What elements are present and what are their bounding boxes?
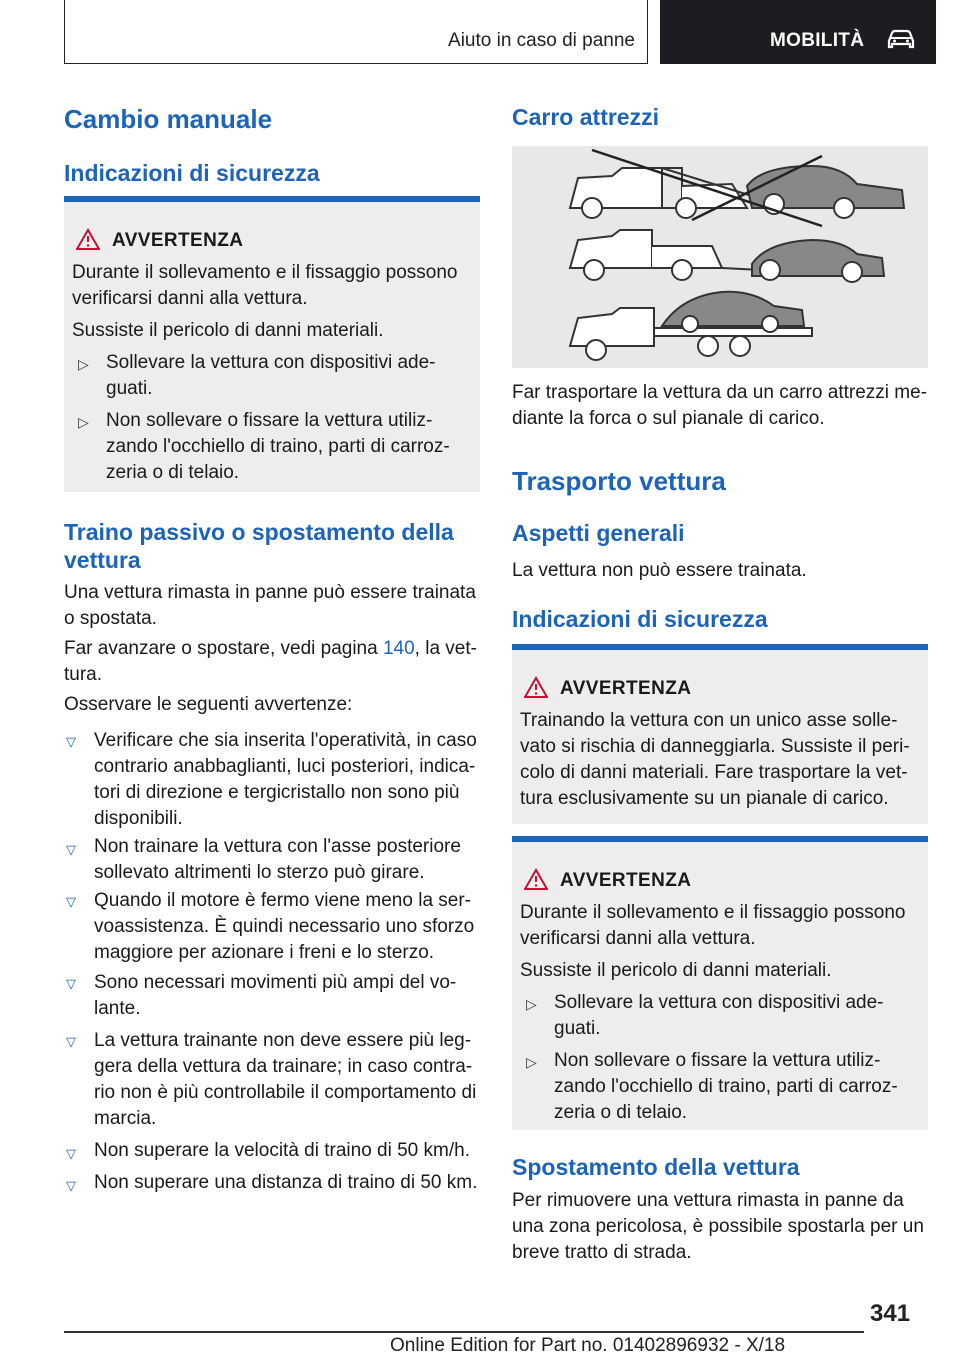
header-chapter-title: MOBILITÀ xyxy=(770,30,865,51)
list-item: La vettura trainante non deve essere più leg-gera della vettura da trainare; in caso contra-rio non è più controllabile il comportamento di marcia. xyxy=(94,1030,477,1129)
warning-bullet: Sollevare la vettura con dispositivi ade-guati. xyxy=(554,992,884,1039)
section-title-transport: Trasporto vettura xyxy=(512,466,726,496)
warning-text: Trainando la vettura con un unico asse solle-vato si rischia di danneggiarla. Sussiste il peri-colo di danni materiali. Fare trasportare la vet-tura esclusivamente su un pianale di carico. xyxy=(520,710,910,809)
list-item: Quando il motore è fermo viene meno la ser-voassistenza. È quindi necessario uno sforzo maggiore per azionare i freni e lo sterzo. xyxy=(94,890,475,963)
bullet-triangle-icon: ▽ xyxy=(66,976,76,991)
bullet-triangle-icon: ▽ xyxy=(66,1146,76,1161)
section-title-safety: Indicazioni di sicurezza xyxy=(64,160,320,186)
bullet-triangle-icon: ▽ xyxy=(66,894,76,909)
page-link[interactable]: 140 xyxy=(382,638,415,659)
tow-truck-illustration xyxy=(512,146,928,368)
bullet-triangle-icon: ▷ xyxy=(526,996,537,1012)
list-item: Non superare la velocità di traino di 50 km/h. xyxy=(94,1140,470,1161)
list-item: Verificare che sia inserita l'operatività, in caso contrario anabbaglianti, luci posteriori, indica-tori di direzione e tergicristallo non sono più disponibili. xyxy=(94,730,477,829)
warning-title: AVVERTENZA xyxy=(112,230,244,251)
warning-box-1 xyxy=(64,196,480,492)
warning-bullet: Non sollevare o fissare la vettura utiliz-zando l'occhiello di traino, parti di carroz-zeria o di telaio. xyxy=(554,1050,898,1123)
warning-triangle-icon xyxy=(524,868,548,890)
section-title-moving: Spostamento della vettura xyxy=(512,1154,800,1180)
warning-text: Sussiste il pericolo di danni materiali. xyxy=(520,960,832,981)
paragraph: Una vettura rimasta in panne può essere trainata o spostata. xyxy=(64,582,476,629)
bullet-triangle-icon: ▽ xyxy=(66,1178,76,1193)
ref-text: , la vet-tura. xyxy=(64,638,477,685)
bullet-triangle-icon: ▷ xyxy=(78,414,89,430)
list-item: Non superare una distanza di traino di 50 km. xyxy=(94,1172,478,1193)
warning-bullet: Sollevare la vettura con dispositivi ade-guati. xyxy=(106,352,436,399)
page-title: Cambio manuale xyxy=(64,104,273,134)
warning-triangle-icon xyxy=(524,676,548,698)
tow-truck-drawing xyxy=(512,146,928,368)
figure-caption: Far trasportare la vettura da un carro attrezzi me-diante la forca o sul pianale di carico. xyxy=(512,382,927,429)
bullet-triangle-icon: ▽ xyxy=(66,1034,76,1049)
warning-box-3 xyxy=(512,836,928,1130)
ref-text: Far avanzare o spostare, vedi pagina xyxy=(64,638,383,659)
section-title-towing: Traino passivo o spostamento della vettura xyxy=(64,519,454,573)
warning-title: AVVERTENZA xyxy=(560,678,692,699)
paragraph-page-ref xyxy=(64,636,480,688)
section-title-tow-truck: Carro attrezzi xyxy=(512,104,659,130)
paragraph: La vettura non può essere trainata. xyxy=(512,560,807,581)
header-section-box xyxy=(64,0,648,64)
warning-text: Durante il sollevamento e il fissaggio possono verificarsi danni alla vettura. xyxy=(72,262,458,309)
warning-text: Sussiste il pericolo di danni materiali. xyxy=(72,320,384,341)
warning-text: Durante il sollevamento e il fissaggio possono verificarsi danni alla vettura. xyxy=(520,902,906,949)
paragraph: Osservare le seguenti avvertenze: xyxy=(64,694,353,715)
list-item: Non trainare la vettura con l'asse posteriore sollevato altrimenti lo sterzo può girare. xyxy=(94,836,461,883)
bullet-triangle-icon: ▷ xyxy=(78,356,89,372)
paragraph: Per rimuovere una vettura rimasta in panne da una zona pericolosa, è possibile spostarla per un breve tratto di strada. xyxy=(512,1190,924,1263)
section-title-general: Aspetti generali xyxy=(512,520,685,546)
warning-triangle-icon xyxy=(76,228,100,250)
bullet-triangle-icon: ▽ xyxy=(66,734,76,749)
warning-box-2 xyxy=(512,644,928,824)
warning-title: AVVERTENZA xyxy=(560,870,692,891)
footer-divider xyxy=(64,1331,864,1333)
header-section-title: Aiuto in caso di panne xyxy=(448,30,635,51)
list-item: Sono necessari movimenti più ampi del vo-lante. xyxy=(94,972,457,1019)
bullet-triangle-icon: ▽ xyxy=(66,842,76,857)
page-number: 341 xyxy=(870,1300,911,1327)
section-title-safety-2: Indicazioni di sicurezza xyxy=(512,606,768,632)
car-icon xyxy=(886,27,916,51)
header-chapter-box xyxy=(660,0,936,64)
footer-edition: Online Edition for Part no. 01402896932 - X/18 xyxy=(390,1335,786,1356)
bullet-triangle-icon: ▷ xyxy=(526,1054,537,1070)
warning-bullet: Non sollevare o fissare la vettura utiliz-zando l'occhiello di traino, parti di carroz-zeria o di telaio. xyxy=(106,410,450,483)
